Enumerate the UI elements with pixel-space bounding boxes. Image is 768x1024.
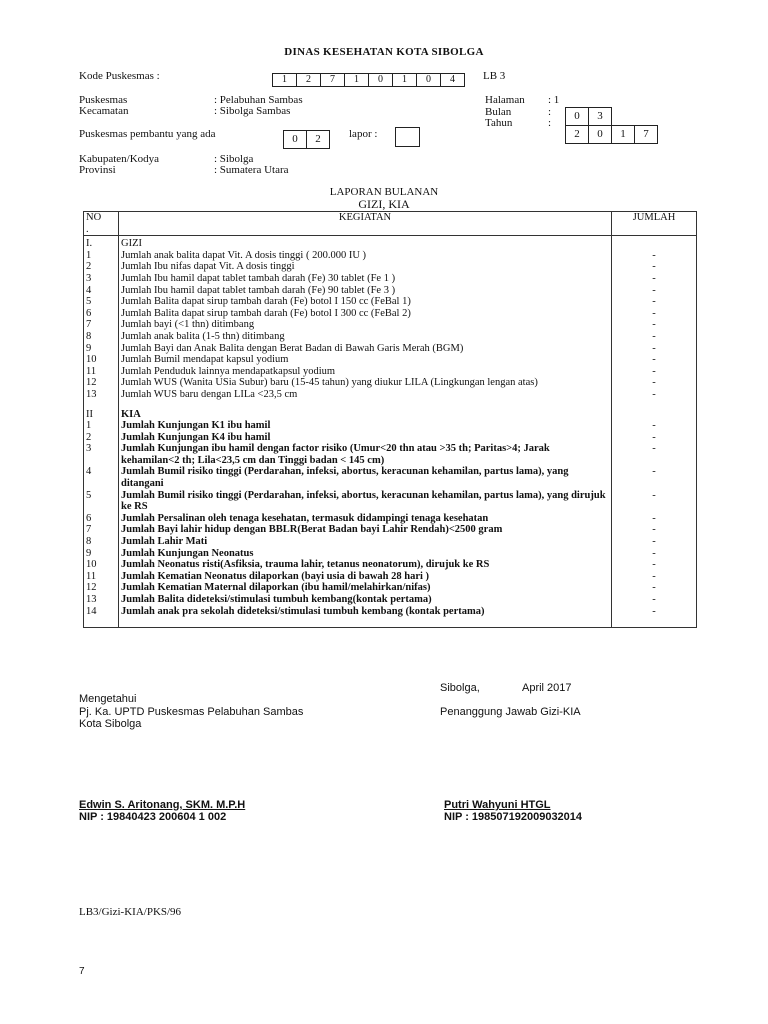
kode-digit: 0 — [417, 74, 441, 86]
row-kegiatan: Jumlah Persalinan oleh tenaga kesehatan, termasuk didampingi tenaga kesehatan — [119, 513, 612, 525]
table-row — [84, 343, 697, 355]
row-kegiatan: Jumlah Kunjungan K4 ibu hamil — [119, 432, 612, 444]
section-row-gizi — [84, 236, 697, 250]
row-kegiatan: GIZI — [119, 236, 612, 250]
report-title: LAPORAN BULANAN — [329, 186, 439, 198]
row-jumlah: - — [612, 389, 697, 401]
row-kegiatan: Jumlah Balita dapat sirup tambah darah (Fe) botol I 150 cc (FeBal 1) — [119, 296, 612, 308]
table-row — [84, 548, 697, 560]
row-no: 13 — [84, 594, 119, 606]
left-signer-name: Edwin S. Aritonang, SKM. M.P.H — [79, 799, 246, 811]
table-row — [84, 594, 697, 606]
row-jumlah: - — [612, 594, 697, 606]
row-no: 11 — [84, 571, 119, 583]
row-kegiatan: KIA — [119, 409, 612, 421]
row-kegiatan: Jumlah Bayi lahir hidup dengan BBLR(Berat Badan bayi Lahir Rendah)<2500 gram — [119, 524, 612, 536]
row-no: 10 — [84, 354, 119, 366]
row-kegiatan: Jumlah Kematian Neonatus dilaporkan (bayi usia di bawah 28 hari ) — [119, 571, 612, 583]
section-row-kia — [84, 409, 697, 421]
right-signer-nip: NIP : 198507192009032014 — [444, 811, 583, 823]
table-row — [84, 524, 697, 536]
table-row — [84, 559, 697, 571]
row-kegiatan — [119, 401, 612, 409]
row-kegiatan: Jumlah Balita dapat sirup tambah darah (Fe) botol I 300 cc (FeBal 2) — [119, 308, 612, 320]
row-jumlah: - — [612, 548, 697, 560]
row-jumlah: - — [612, 466, 697, 489]
table-row — [84, 432, 697, 444]
row-no: 6 — [84, 513, 119, 525]
left-signer-nip: NIP : 19840423 200604 1 002 — [79, 811, 227, 823]
row-no: 11 — [84, 366, 119, 378]
table-row — [84, 571, 697, 583]
tahun-digit: 2 — [565, 125, 589, 144]
mengetahui-label: Mengetahui — [79, 693, 137, 705]
puskesmas-value: : Pelabuhan Sambas — [214, 94, 303, 106]
row-kegiatan: Jumlah Balita dideteksi/stimulasi tumbuh kembang(kontak pertama) — [119, 594, 612, 606]
provinsi-label: Provinsi — [79, 164, 116, 176]
row-jumlah: - — [612, 582, 697, 594]
halaman-value: : 1 — [548, 94, 560, 106]
row-jumlah: - — [612, 536, 697, 548]
row-kegiatan: Jumlah Kematian Maternal dilaporkan (ibu hamil/melahirkan/nifas) — [119, 582, 612, 594]
table-row — [84, 389, 697, 401]
row-jumlah: - — [612, 250, 697, 262]
tahun-digit: 7 — [634, 125, 658, 144]
row-kegiatan: Jumlah Kunjungan ibu hamil dengan factor risiko (Umur<20 thn atau >35 th; Paritas>4; Jarak kehamilan<2 th; Lila<23,5 cm dan Tinggi badan < 145 cm) — [119, 443, 612, 466]
page-title: DINAS KESEHATAN KOTA SIBOLGA — [284, 46, 484, 58]
table-row — [84, 250, 697, 262]
tahun-digit: 0 — [588, 125, 612, 144]
row-no: 6 — [84, 308, 119, 320]
left-signer-role-city: Kota Sibolga — [79, 718, 142, 730]
kode-digit: 1 — [273, 74, 297, 86]
row-no — [84, 401, 119, 409]
row-jumlah — [612, 401, 697, 409]
row-jumlah: - — [612, 606, 697, 628]
provinsi-value: : Sumatera Utara — [214, 164, 289, 176]
bulan-digit: 0 — [565, 107, 589, 126]
row-jumlah: - — [612, 354, 697, 366]
kabupaten-value: : Sibolga — [214, 153, 254, 165]
row-no: 7 — [84, 319, 119, 331]
row-jumlah: - — [612, 513, 697, 525]
table-row — [84, 261, 697, 273]
form-code: LB3/Gizi-KIA/PKS/96 — [79, 906, 182, 918]
pembantu-digit: 0 — [283, 130, 307, 149]
row-kegiatan: Jumlah Neonatus risti(Asfiksia, trauma lahir, tetanus neonatorum), dirujuk ke RS — [119, 559, 612, 571]
row-no: 2 — [84, 432, 119, 444]
lb-code: LB 3 — [483, 70, 506, 82]
row-no: 8 — [84, 331, 119, 343]
kode-digit: 7 — [321, 74, 345, 86]
row-jumlah: - — [612, 377, 697, 389]
row-kegiatan: Jumlah Ibu hamil dapat tablet tambah darah (Fe) 30 tablet (Fe 1 ) — [119, 273, 612, 285]
row-jumlah: - — [612, 308, 697, 320]
row-jumlah: - — [612, 559, 697, 571]
row-jumlah — [612, 409, 697, 421]
left-signer-role: Pj. Ka. UPTD Puskesmas Pelabuhan Sambas — [79, 706, 304, 718]
bulan-field — [566, 107, 612, 126]
bulan-digit: 3 — [588, 107, 612, 126]
row-no: 2 — [84, 261, 119, 273]
table-row — [84, 377, 697, 389]
row-no: 7 — [84, 524, 119, 536]
kode-digit: 1 — [345, 74, 369, 86]
table-row — [84, 466, 697, 489]
col-no-label: NO — [86, 212, 102, 223]
row-kegiatan: Jumlah Bumil risiko tinggi (Perdarahan, infeksi, abortus, keracunan kehamilan, partus lama), yang ditangani — [119, 466, 612, 489]
row-no: 1 — [84, 250, 119, 262]
pembantu-digit: 2 — [306, 130, 330, 149]
row-jumlah: - — [612, 432, 697, 444]
row-jumlah: - — [612, 443, 697, 466]
row-no: 13 — [84, 389, 119, 401]
row-jumlah — [612, 236, 697, 250]
row-kegiatan: Jumlah Kunjungan K1 ibu hamil — [119, 420, 612, 432]
row-no: 3 — [84, 273, 119, 285]
row-kegiatan: Jumlah Bayi dan Anak Balita dengan Berat Badan di Bawah Garis Merah (BGM) — [119, 343, 612, 355]
row-jumlah: - — [612, 524, 697, 536]
table-row — [84, 285, 697, 297]
row-no: 5 — [84, 296, 119, 308]
row-kegiatan: Jumlah Bumil risiko tinggi (Perdarahan, infeksi, abortus, keracunan kehamilan, partus lama), yang dirujuk ke RS — [119, 490, 612, 513]
bulan-label: Bulan — [485, 106, 512, 118]
table-row — [84, 319, 697, 331]
right-signer-name: Putri Wahyuni HTGL — [444, 799, 551, 811]
row-kegiatan: Jumlah WUS baru dengan LILa <23,5 cm — [119, 389, 612, 401]
table-row — [84, 606, 697, 628]
sign-date: April 2017 — [522, 682, 572, 694]
row-jumlah: - — [612, 261, 697, 273]
row-no: I. — [84, 236, 119, 250]
row-no: 12 — [84, 377, 119, 389]
row-jumlah: - — [612, 285, 697, 297]
table-row — [84, 490, 697, 513]
table-row — [84, 331, 697, 343]
halaman-label: Halaman — [485, 94, 525, 106]
row-no: 5 — [84, 490, 119, 513]
row-kegiatan: Jumlah Kunjungan Neonatus — [119, 548, 612, 560]
kode-digit: 1 — [393, 74, 417, 86]
pembantu-field — [284, 130, 330, 149]
row-kegiatan: Jumlah bayi (<1 thn) ditimbang — [119, 319, 612, 331]
report-subtitle: GIZI, KIA — [358, 197, 410, 211]
row-kegiatan: Jumlah Lahir Mati — [119, 536, 612, 548]
row-jumlah: - — [612, 331, 697, 343]
tahun-label: Tahun — [485, 117, 513, 129]
row-no: 12 — [84, 582, 119, 594]
spacer-row — [84, 401, 697, 409]
row-jumlah: - — [612, 273, 697, 285]
tahun-field — [566, 125, 658, 144]
row-kegiatan: Jumlah Penduduk lainnya mendapatkapsul yodium — [119, 366, 612, 378]
report-table — [83, 211, 697, 628]
row-no: 8 — [84, 536, 119, 548]
table-row — [84, 536, 697, 548]
bulan-colon: : — [548, 106, 552, 118]
col-kegiatan-header: KEGIATAN — [119, 212, 612, 236]
row-kegiatan: Jumlah anak balita (1-5 thn) ditimbang — [119, 331, 612, 343]
row-no: 9 — [84, 548, 119, 560]
row-no: 1 — [84, 420, 119, 432]
tahun-digit: 1 — [611, 125, 635, 144]
row-jumlah: - — [612, 366, 697, 378]
row-jumlah: - — [612, 490, 697, 513]
kode-digit: 0 — [369, 74, 393, 86]
table-row — [84, 443, 697, 466]
row-no: 9 — [84, 343, 119, 355]
row-jumlah: - — [612, 571, 697, 583]
tahun-colon: : — [548, 117, 552, 129]
row-no: 3 — [84, 443, 119, 466]
row-jumlah: - — [612, 420, 697, 432]
kode-digit: 4 — [450, 74, 455, 85]
row-no: 4 — [84, 466, 119, 489]
page-number: 7 — [79, 966, 85, 977]
row-kegiatan: Jumlah WUS (Wanita USia Subur) baru (15-45 tahun) yang diukur LILA (Lingkungan lengan atas) — [119, 377, 612, 389]
row-jumlah: - — [612, 343, 697, 355]
table-header-row — [84, 212, 697, 236]
lapor-field — [395, 127, 420, 147]
row-kegiatan: Jumlah Ibu hamil dapat tablet tambah darah (Fe) 90 tablet (Fe 3 ) — [119, 285, 612, 297]
right-signer-role: Penanggung Jawab Gizi-KIA — [440, 706, 581, 718]
row-no: 10 — [84, 559, 119, 571]
table-row — [84, 308, 697, 320]
puskesmas-label: Puskesmas — [79, 94, 128, 106]
row-kegiatan: Jumlah Bumil mendapat kapsul yodium — [119, 354, 612, 366]
table-row — [84, 354, 697, 366]
table-row — [84, 366, 697, 378]
row-no: 4 — [84, 285, 119, 297]
kecamatan-label: Kecamatan — [79, 105, 129, 117]
kecamatan-value: : Sibolga Sambas — [214, 105, 291, 117]
table-row — [84, 296, 697, 308]
kode-puskesmas-label: Kode Puskesmas : — [79, 70, 160, 82]
table-row — [84, 582, 697, 594]
col-jumlah-header: JUMLAH — [612, 212, 697, 236]
row-kegiatan: Jumlah anak balita dapat Vit. A dosis tinggi ( 200.000 IU ) — [119, 250, 612, 262]
table-row — [84, 513, 697, 525]
pembantu-label: Puskesmas pembantu yang ada — [79, 128, 216, 140]
row-no: II — [84, 409, 119, 421]
sign-place: Sibolga, — [440, 682, 480, 694]
col-no-dot: . — [86, 223, 89, 235]
row-jumlah: - — [612, 319, 697, 331]
row-kegiatan: Jumlah Ibu nifas dapat Vit. A dosis tinggi — [119, 261, 612, 273]
col-no-header — [84, 212, 119, 236]
row-no: 14 — [84, 606, 119, 628]
lapor-label: lapor : — [349, 128, 378, 140]
table-row — [84, 273, 697, 285]
kabupaten-label: Kabupaten/Kodya — [79, 153, 160, 165]
table-row — [84, 420, 697, 432]
row-kegiatan: Jumlah anak pra sekolah dideteksi/stimulasi tumbuh kembang (kontak pertama) — [119, 606, 612, 628]
kode-digit: 2 — [297, 74, 321, 86]
kode-puskesmas-field — [272, 73, 465, 87]
row-jumlah: - — [612, 296, 697, 308]
